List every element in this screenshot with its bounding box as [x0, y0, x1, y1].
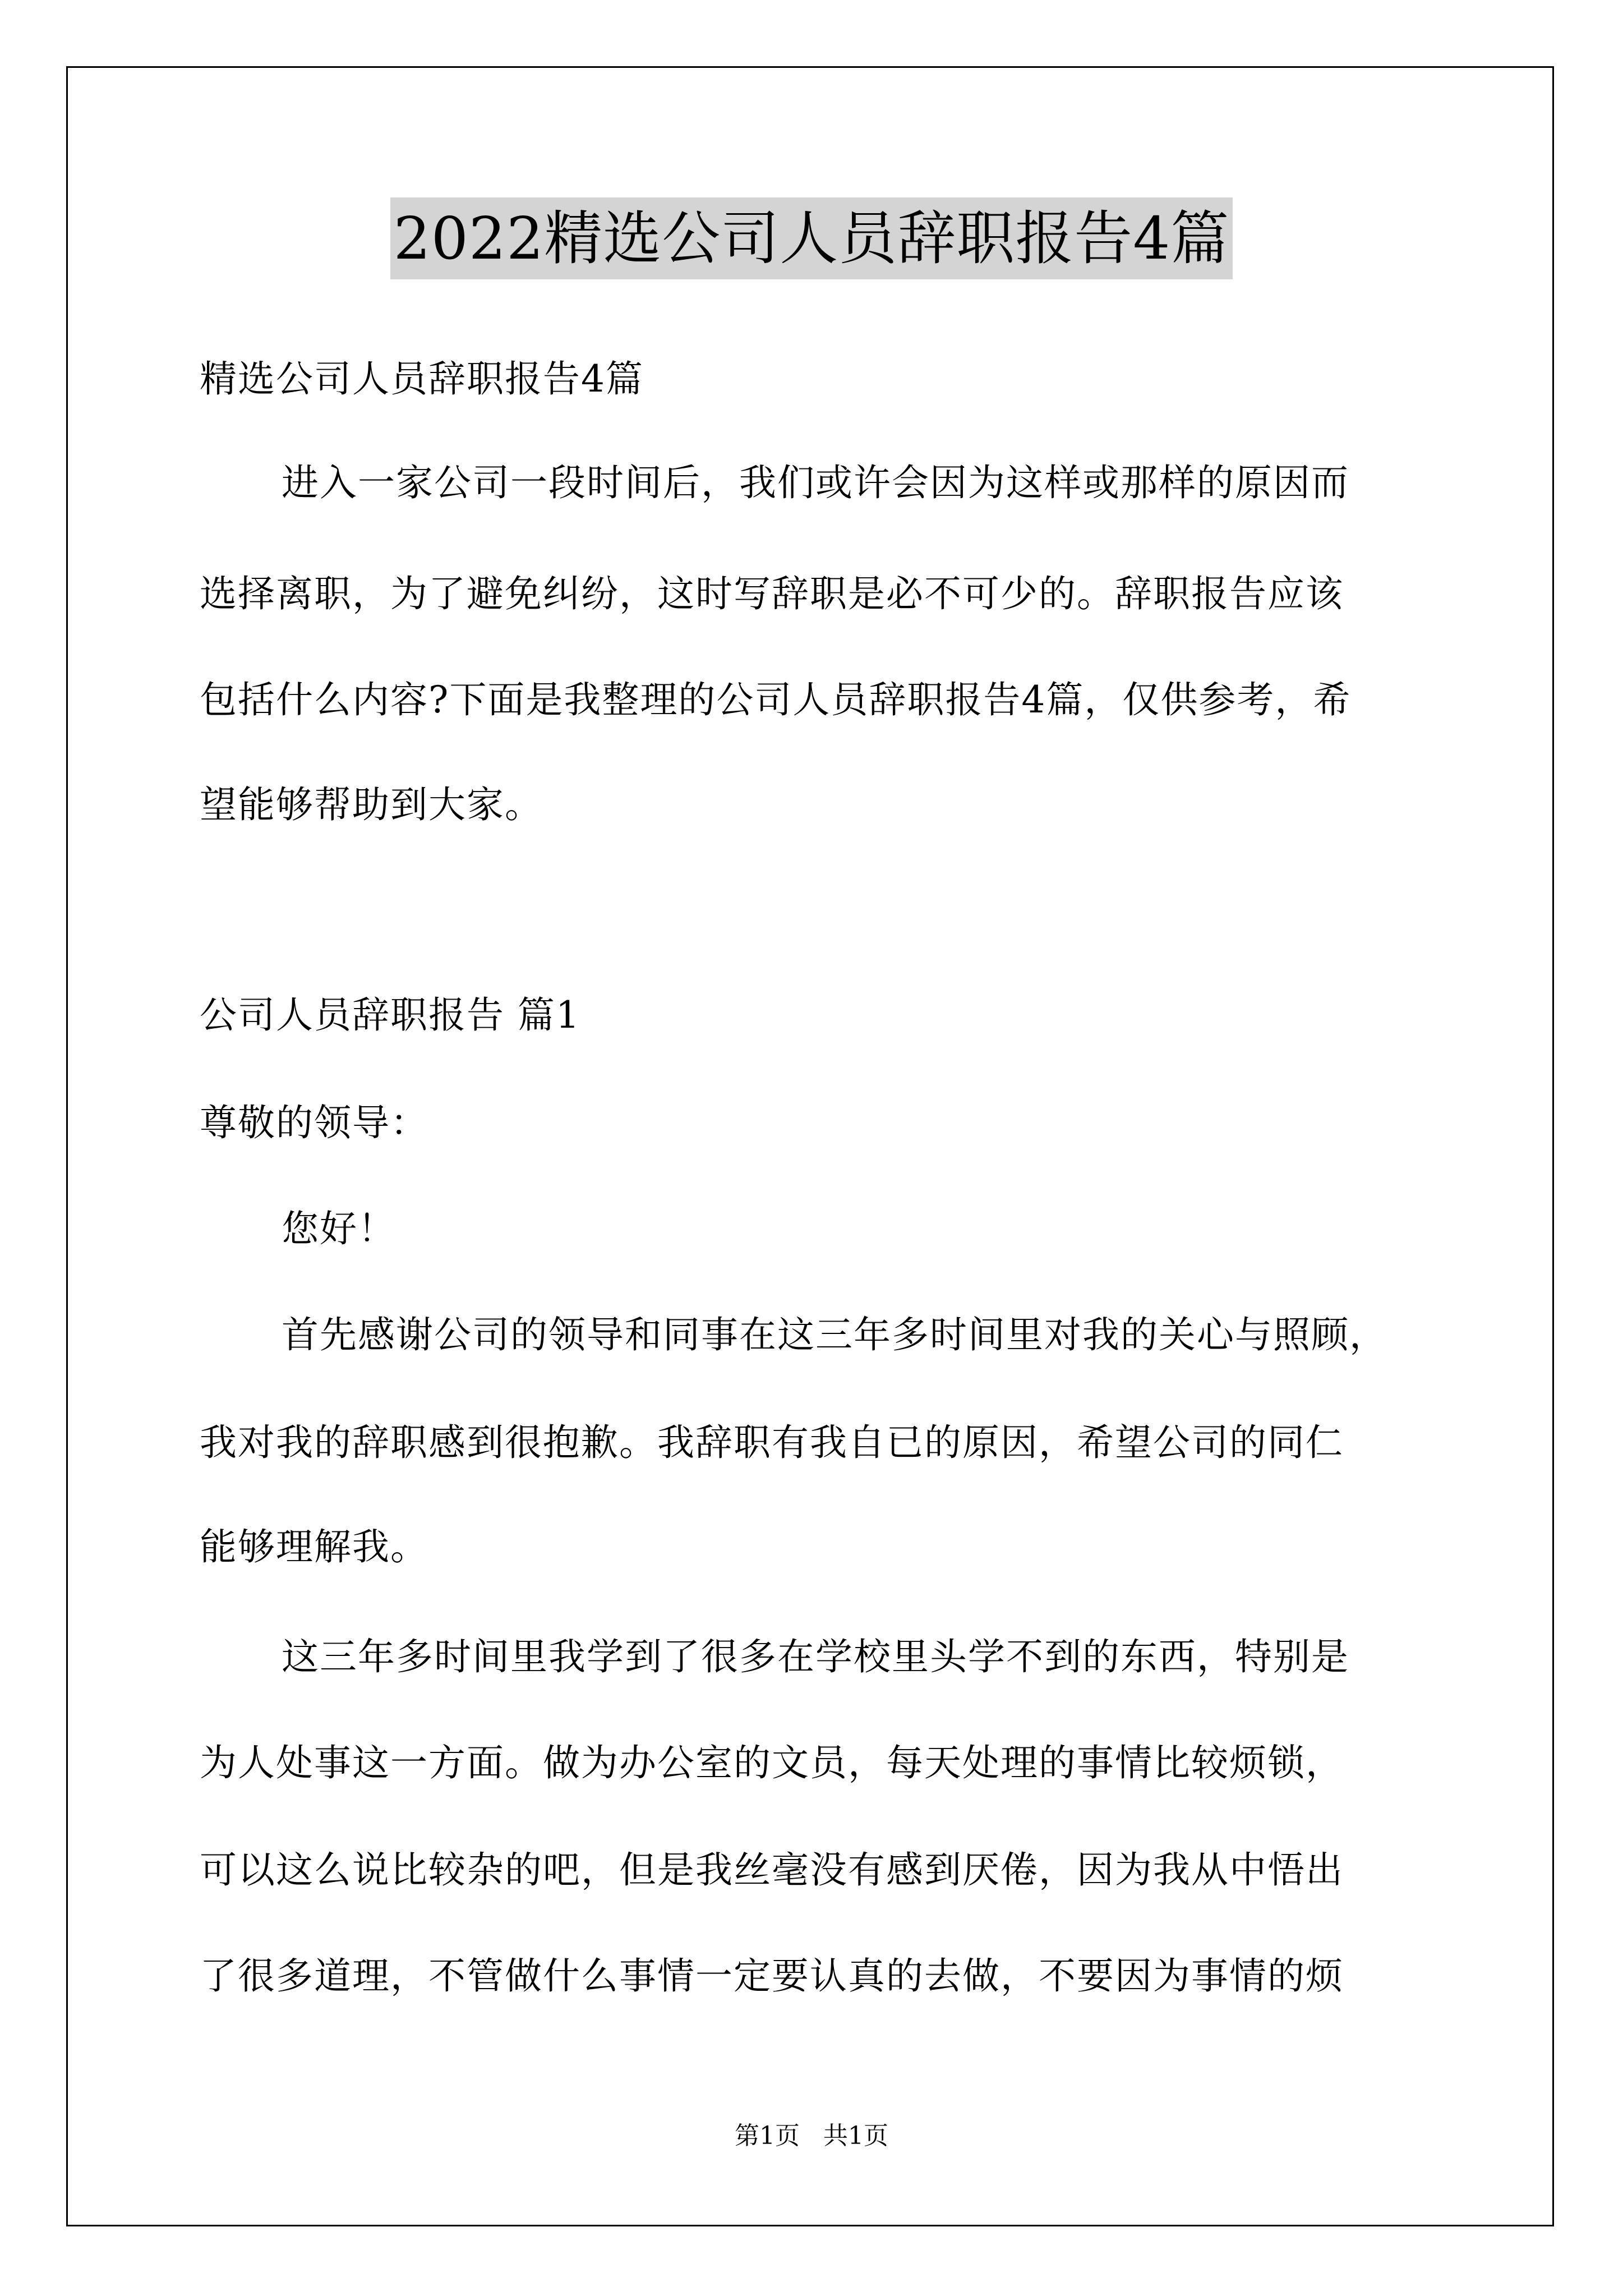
intro-line: 进入一家公司一段时间后，我们或许会因为这样或那样的原因而	[282, 461, 1349, 504]
salutation: 尊敬的领导：	[200, 1101, 428, 1144]
paragraph-line: 能够理解我。	[200, 1525, 428, 1568]
paragraph-line: 首先感谢公司的领导和同事在这三年多时间里对我的关心与照顾，	[282, 1313, 1387, 1356]
paragraph-line: 为人处事这一方面。做为办公室的文员，每天处理的事情比较烦锁，	[200, 1741, 1344, 1784]
paragraph-line: 可以这么说比较杂的吧，但是我丝毫没有感到厌倦，因为我从中悟出	[200, 1848, 1344, 1892]
greeting: 您好！	[282, 1207, 396, 1250]
paragraph-line: 这三年多时间里我学到了很多在学校里头学不到的东西，特别是	[282, 1635, 1349, 1678]
intro-line: 选择离职，为了避免纠纷，这时写辞职是必不可少的。辞职报告应该	[200, 572, 1344, 615]
title-container	[0, 197, 1623, 279]
intro-line: 望能够帮助到大家。	[200, 783, 543, 826]
paragraph-line: 我对我的辞职感到很抱歉。我辞职有我自已的原因，希望公司的同仁	[200, 1421, 1344, 1464]
document-title: 2022精选公司人员辞职报告4篇	[390, 197, 1233, 279]
intro-line: 包括什么内容?下面是我整理的公司人员辞职报告4篇，仅供参考，希	[200, 678, 1352, 721]
section-heading: 公司人员辞职报告 篇1	[200, 993, 580, 1037]
page-footer: 第1页 共1页	[735, 2122, 888, 2150]
subtitle: 精选公司人员辞职报告4篇	[200, 357, 644, 401]
paragraph-line: 了很多道理，不管做什么事情一定要认真的去做，不要因为事情的烦	[200, 1954, 1344, 1998]
